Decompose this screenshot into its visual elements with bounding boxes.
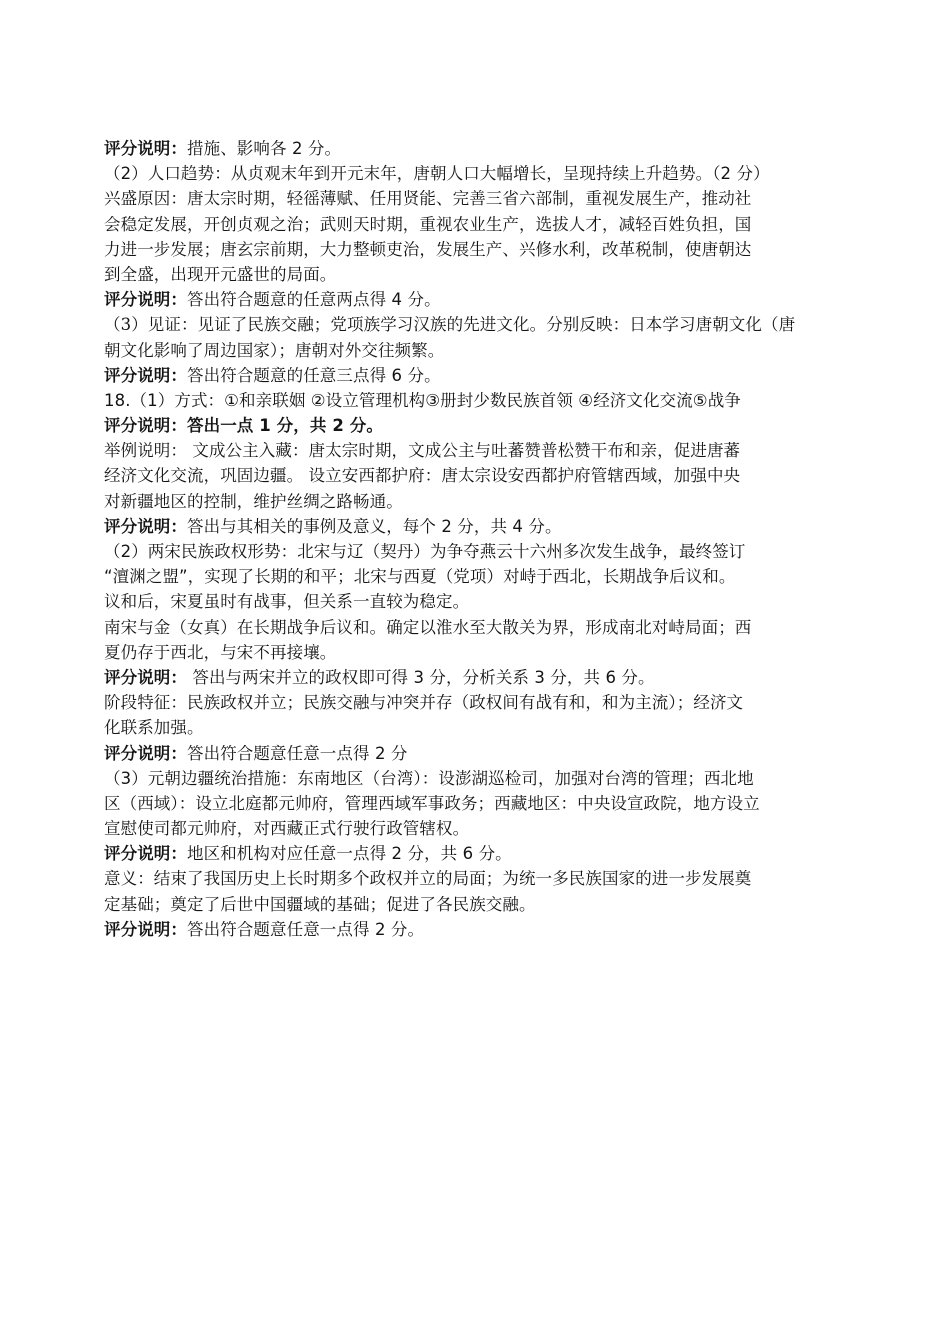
text-line (104, 388, 856, 413)
scoring-note-label: 评分说明： (104, 844, 187, 864)
text-line (104, 539, 856, 564)
line-text: 朝文化影响了周边国家）；唐朝对外交往频繁。 (104, 340, 445, 360)
text-line (104, 917, 856, 942)
text-line (104, 715, 856, 740)
text-line (104, 136, 856, 161)
line-text: 答出符合题意任意一点得 2 分。 (187, 919, 425, 939)
line-text: （2）两宋民族政权形势：北宋与辽（契丹）为争夺燕云十六州多次发生战争，最终签订 (104, 542, 746, 561)
text-line (104, 640, 856, 665)
line-text: 答出符合题意任意一点得 2 分 (187, 743, 408, 763)
line-text: 举例说明： 文成公主入藏：唐太宗时期，文成公主与吐蕃赞普松赞干布和亲，促进唐蕃 (104, 441, 741, 461)
scoring-note-label: 评分说明： (104, 743, 187, 763)
text-line (104, 791, 856, 816)
scoring-note-label: 评分说明： (104, 667, 187, 687)
line-text: 阶段特征：民族政权并立；民族交融与冲突并存（政权间有战有和，和为主流）；经济文 (104, 693, 744, 713)
line-text: 区（西域）：设立北庭都元帅府，管理西域军事政务；西藏地区：中央设宣政院，地方设立 (104, 793, 760, 813)
line-text: （3）元朝边疆统治措施：东南地区（台湾）：设澎湖巡检司，加强对台湾的管理；西北地 (104, 768, 754, 788)
text-line (104, 287, 856, 312)
answer-key-page (104, 136, 856, 942)
text-line (104, 161, 856, 186)
scoring-note-label: 评分说明： (104, 919, 187, 939)
text-line (104, 816, 856, 841)
text-line (104, 841, 856, 866)
line-text: 答出与其相关的事例及意义，每个 2 分，共 4 分。 (187, 516, 562, 536)
line-text: 力进一步发展；唐玄宗前期，大力整顿吏治，发展生产、兴修水利，改革税制，使唐朝达 (104, 239, 752, 259)
text-line (104, 363, 856, 388)
text-line (104, 741, 856, 766)
line-text: 南宋与金（女真）在长期战争后议和。确定以淮水至大散关为界，形成南北对峙局面；西 (104, 617, 752, 637)
line-text: 对新疆地区的控制，维护丝绸之路畅通。 (104, 491, 403, 511)
text-line (104, 413, 856, 438)
text-line (104, 589, 856, 614)
line-text: 夏仍存于西北，与宋不再接壤。 (104, 642, 337, 662)
scoring-note-label: 评分说明： (104, 290, 187, 310)
scoring-note-label: 评分说明： (104, 365, 187, 385)
line-text: 答出符合题意的任意三点得 6 分。 (187, 365, 441, 385)
text-line (104, 186, 856, 211)
line-text: 议和后，宋夏虽时有战事，但关系一直较为稳定。 (104, 592, 470, 612)
text-line (104, 489, 856, 514)
text-line (104, 690, 856, 715)
text-line (104, 866, 856, 891)
line-text: 18.（1）方式：①和亲联姻 ②设立管理机构③册封少数民族首领 ④经济文化交流⑤战争 (104, 390, 741, 410)
text-line (104, 665, 856, 690)
text-line (104, 438, 856, 463)
line-text: 到全盛，出现开元盛世的局面。 (104, 264, 337, 284)
text-line (104, 514, 856, 539)
text-line (104, 212, 856, 237)
line-text: “澶渊之盟”，实现了长期的和平；北宋与西夏（党项）对峙于西北，长期战争后议和。 (104, 567, 736, 587)
line-text: 措施、影响各 2 分。 (187, 139, 342, 158)
line-text: 答出一点 1 分，共 2 分。 (187, 416, 383, 436)
line-text: 化联系加强。 (104, 718, 204, 738)
text-line (104, 237, 856, 262)
text-line (104, 766, 856, 791)
line-text: 兴盛原因：唐太宗时期，轻徭薄赋、任用贤能、完善三省六部制，重视发展生产，推动社 (104, 189, 752, 209)
text-line (104, 892, 856, 917)
line-text: 答出与两宋并立的政权即可得 3 分，分析关系 3 分，共 6 分。 (187, 667, 655, 687)
text-line (104, 338, 856, 363)
text-line (104, 463, 856, 488)
line-text: （2）人口趋势：从贞观末年到开元末年，唐朝人口大幅增长，呈现持续上升趋势。（2 分） (104, 164, 770, 184)
line-text: 宣慰使司都元帅府，对西藏正式行驶行政管辖权。 (104, 819, 470, 839)
scoring-note-label: 评分说明： (104, 139, 187, 158)
text-line (104, 564, 856, 589)
text-line (104, 262, 856, 287)
line-text: 会稳定发展，开创贞观之治；武则天时期，重视农业生产，选拔人才，减轻百姓负担，国 (104, 214, 752, 234)
line-text: （3）见证：见证了民族交融；党项族学习汉族的先进文化。分别反映：日本学习唐朝文化（唐 (104, 315, 796, 335)
text-line (104, 312, 856, 337)
line-text: 地区和机构对应任意一点得 2 分，共 6 分。 (187, 844, 512, 864)
text-line (104, 615, 856, 640)
line-text: 经济文化交流，巩固边疆。 设立安西都护府：唐太宗设安西都护府管辖西域，加强中央 (104, 466, 741, 486)
line-text: 定基础；奠定了后世中国疆域的基础；促进了各民族交融。 (104, 894, 536, 914)
line-text: 答出符合题意的任意两点得 4 分。 (187, 290, 441, 310)
line-text: 意义：结束了我国历史上长时期多个政权并立的局面；为统一多民族国家的进一步发展奠 (104, 869, 752, 889)
scoring-note-label: 评分说明： (104, 416, 187, 436)
scoring-note-label: 评分说明： (104, 516, 187, 536)
